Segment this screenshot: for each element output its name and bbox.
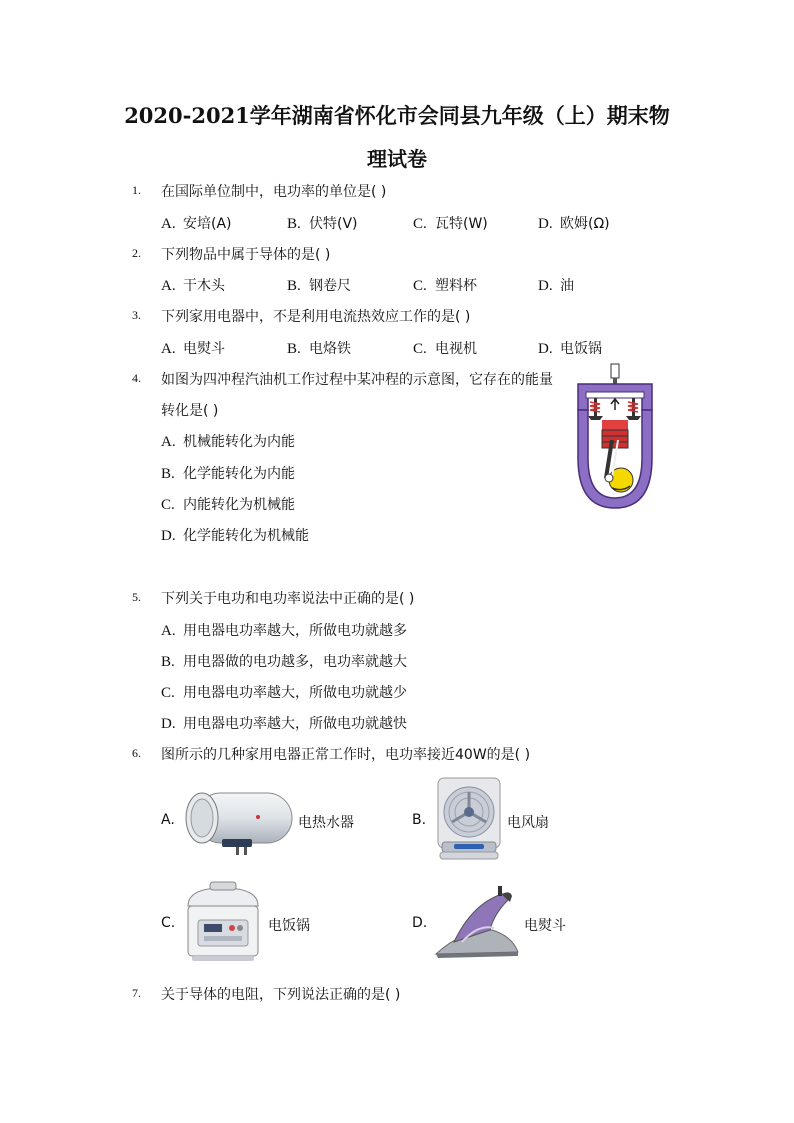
option-c: C. 电视机 — [413, 341, 477, 357]
option-b: B. 化学能转化为内能 — [161, 466, 295, 482]
option-c: C. 内能转化为机械能 — [161, 497, 295, 513]
option-c-label: C. — [161, 915, 176, 931]
question-text: 下列物品中属于导体的是( ) — [161, 247, 331, 263]
option-d-label: D. — [412, 915, 428, 931]
water-heater-image — [178, 787, 298, 857]
option-c: C. 塑料杯 — [413, 278, 477, 294]
question-text: 下列家用电器中，不是利用电流热效应工作的是( ) — [161, 309, 471, 325]
option-d: D. 化学能转化为机械能 — [161, 528, 309, 544]
option-a: A. 干木头 — [161, 278, 225, 294]
option-d: D. 欧姆(Ω) — [538, 216, 610, 232]
option-d: D. 电饭锅 — [538, 341, 602, 357]
option-a: A. 用电器电功率越大，所做电功就越多 — [161, 623, 407, 639]
option-a: A. 机械能转化为内能 — [161, 434, 295, 450]
electric-fan-image — [434, 776, 504, 862]
question-number: 1. — [132, 183, 141, 197]
option-c-text: 电饭锅 — [268, 918, 310, 934]
option-b-text: 电风扇 — [507, 815, 549, 831]
engine-cylinder-diagram — [572, 362, 658, 514]
question-text: 下列关于电功和电功率说法中正确的是( ) — [161, 591, 415, 607]
question-number: 2. — [132, 246, 141, 260]
question-number: 4. — [132, 371, 141, 385]
question-text-line2: 转化是( ) — [161, 403, 219, 419]
option-a: A. 安培(A) — [161, 216, 232, 232]
option-a-label: A. — [161, 812, 175, 828]
option-c: C. 用电器电功率越大，所做电功就越少 — [161, 685, 407, 701]
option-d: D. 用电器电功率越大，所做电功就越快 — [161, 716, 407, 732]
option-c: C. 瓦特(W) — [413, 216, 488, 232]
option-b-label: B. — [412, 812, 427, 828]
question-number: 5. — [132, 590, 141, 604]
question-number: 7. — [132, 986, 141, 1000]
document-title-line2: 理试卷 — [367, 147, 427, 171]
option-d-text: 电熨斗 — [524, 918, 566, 934]
option-b: B. 伏特(V) — [287, 216, 358, 232]
question-text: 图所示的几种家用电器正常工作时，电功率接近40W的是( ) — [161, 747, 531, 763]
electric-iron-image — [432, 884, 522, 960]
document-title-line1: 2020-2021学年湖南省怀化市会同县九年级（上）期末物 — [124, 103, 670, 128]
question-text: 在国际单位制中，电功率的单位是( ) — [161, 184, 387, 200]
question-number: 3. — [132, 308, 141, 322]
rice-cooker-image — [180, 880, 266, 964]
option-a-text: 电热水器 — [298, 815, 354, 831]
option-b: B. 用电器做的电功越多，电功率就越大 — [161, 654, 407, 670]
question-text: 关于导体的电阻，下列说法正确的是( ) — [161, 987, 401, 1003]
question-text-line1: 如图为四冲程汽油机工作过程中某冲程的示意图，它存在的能量 — [161, 372, 553, 388]
option-b: B. 电烙铁 — [287, 341, 351, 357]
question-number: 6. — [132, 746, 141, 760]
option-b: B. 钢卷尺 — [287, 278, 351, 294]
option-a: A. 电熨斗 — [161, 341, 225, 357]
option-d: D. 油 — [538, 278, 574, 294]
